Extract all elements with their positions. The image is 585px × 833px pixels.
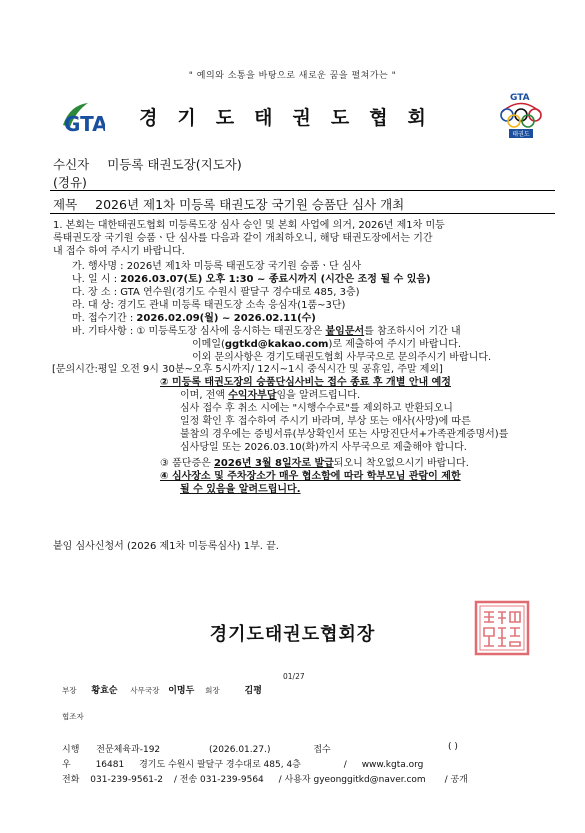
item-f1-bold: 붙임문서 <box>325 326 365 337</box>
item-d-label: 라. 대 상: <box>72 300 114 311</box>
note-4-line-2: 될 수 있음을 알려드립니다. <box>180 484 301 495</box>
name-2: 이명두 <box>168 686 195 696</box>
item-f1b <box>72 338 552 351</box>
intro-line: 록태권도장 국기원 승품ㆍ단 심사를 다음과 같이 개최하오니, 해당 태권도장에서는 기간 <box>53 233 433 244</box>
item-c-value: GTA 연수원(경기도 수원시 팔달구 경수대로 485, 3층) <box>120 287 360 298</box>
footer-address: 경기도 수원시 팔달구 경수대로 485, 4층 <box>139 760 301 770</box>
footer-enforce-label: 시행 <box>62 745 80 755</box>
approval-row <box>62 683 262 696</box>
note-2-line-2-bold: 수익자부담 <box>228 390 277 401</box>
note-3-pre: ③ 품단증은 <box>160 458 214 469</box>
divider-2 <box>50 213 555 214</box>
footer-row-3 <box>62 772 468 785</box>
org-title: 경기도태권도협회 <box>139 107 446 129</box>
footer-fax: / 전송 031-239-9564 <box>173 775 264 785</box>
item-f1-post: 를 참조하시어 기간 내 <box>364 326 461 337</box>
footer-receipt-label: 접수 <box>313 745 331 755</box>
gta-logo-left-text: GTA <box>64 112 105 135</box>
footer-public: / 공개 <box>444 775 468 785</box>
intro-paragraph <box>53 219 553 258</box>
item-f-label: 바. 기타사항 : <box>72 326 134 337</box>
item-f1-pre: ① 미등록도장 심사에 응시하는 태권도장은 <box>136 326 326 337</box>
item-d <box>72 299 552 312</box>
recipient-value: 미등록 태권도장(지도자) <box>107 157 242 172</box>
footer-row-1 <box>62 742 331 755</box>
item-f1b-post: )로 제출하여 주시기 바랍니다. <box>328 339 462 350</box>
role-1: 부장 <box>62 686 77 695</box>
footer-email: / 사용자 gyeonggitkd@naver.com <box>278 775 426 785</box>
item-b <box>72 273 552 286</box>
attachment-line: 붙임 심사신청서 (2026 제1차 미등록심사) 1부. 끝. <box>53 541 279 552</box>
footer-receipt-paren: ( ) <box>448 742 458 752</box>
subject-row <box>53 195 404 213</box>
footer-zip: 16481 <box>95 760 125 770</box>
signature-title: 경기도태권도협회장 <box>209 624 376 645</box>
footer-sep: / <box>343 760 347 770</box>
item-f1c: 이외 문의사항은 경기도태권도협회 사무국으로 문의주시기 바랍니다. <box>192 352 492 363</box>
footer-website: www.kgta.org <box>361 760 424 770</box>
footer-postal-label: 우 <box>62 760 71 770</box>
note-2-line-6: 심사당일 또는 2026.03.10(화)까지 사무국으로 제출해야 합니다. <box>180 442 467 453</box>
recipient-row <box>53 155 242 173</box>
item-c <box>72 286 552 299</box>
item-e-value: 2026.02.09(월) ~ 2026.02.11(수) <box>136 313 316 324</box>
subject-label: 제목 <box>53 197 78 212</box>
item-a-label: 가. 행사명 : <box>72 261 124 272</box>
note-3 <box>160 457 469 470</box>
item-b-label: 나. 일 시 : <box>72 274 118 285</box>
subject-value: 2026년 제1차 미등록 태권도장 국기원 승품단 심사 개최 <box>95 197 405 212</box>
olympic-rings-icon <box>496 90 546 140</box>
note-2-line-1: ② 미등록 태권도장의 승품단심사비는 접수 종료 후 개별 안내 예정 <box>160 377 451 388</box>
right-logo-badge: 태권도 <box>512 131 530 138</box>
via-label: (경유) <box>53 175 87 190</box>
note-2-line-4: 일정 확인 후 접수하여 주시기 바라며, 부상 또는 애사(사망)에 따른 <box>180 416 471 427</box>
note-4-line-1: ④ 심사장소 및 주차장소가 매우 협소함에 따라 학부모님 관람이 제한 <box>160 471 461 482</box>
email-text: ggtkd@kakao.com <box>224 339 329 350</box>
gta-logo-right <box>496 90 546 140</box>
intro-line: 내 접수 하여 주시기 바랍니다. <box>53 246 185 257</box>
item-d-value: 경기도 관내 미등록 태권도장 소속 응심자(1품~3단) <box>117 300 346 311</box>
role-2: 사무국장 <box>130 686 160 695</box>
intro-line: 1. 본회는 대한태권도협회 미등록도장 심사 승인 및 본회 사업에 의거, 2026년 제1차 미등 <box>53 220 445 231</box>
footer-phone-label: 전화 <box>62 775 80 785</box>
note-2-line-2-post: 임을 알려드립니다. <box>276 390 361 401</box>
item-a-value: 2026년 제1차 미등록 태권도장 국기원 승품ㆍ단 심사 <box>126 261 362 272</box>
name-1: 황효순 <box>91 686 118 696</box>
note-2-line-3: 심사 접수 후 취소 시에는 "시행수수료"를 제외하고 반환되오니 <box>180 403 453 414</box>
note-2-line-2 <box>160 389 555 402</box>
items-list <box>72 260 552 364</box>
item-e <box>72 312 552 325</box>
name-3: 김평 <box>244 686 262 696</box>
item-c-label: 다. 장 소 : <box>72 287 118 298</box>
note-2 <box>160 376 555 454</box>
item-b-value: 2026.03.07(토) 오후 1:30 ~ 종료시까지 (시간은 조정 될 수 있음) <box>120 274 431 285</box>
footer-doc-date: (2026.01.27.) <box>209 745 271 755</box>
note-2-line-5: 불참의 경우에는 증빙서류(부상확인서 또는 사망진단서+가족관계증명서)를 <box>180 429 509 440</box>
gta-logo-right-text: GTA <box>510 93 530 103</box>
approval-date: 01/27 <box>283 672 305 681</box>
note-2-line-2-pre: 이며, 전액 <box>180 390 229 401</box>
item-a <box>72 260 552 273</box>
footer-row-2 <box>62 757 423 770</box>
coop-label: 협조자 <box>62 712 84 721</box>
role-3: 회장 <box>205 686 220 695</box>
note-4 <box>160 470 555 496</box>
note-3-post: 되오니 착오없으시기 바랍니다. <box>333 458 469 469</box>
footer-doc-number: 전문체육과-192 <box>96 745 161 755</box>
footer-phone: 031-239-9561-2 <box>90 775 163 785</box>
inquiry-hours: [문의시간:평일 오전 9시 30분~오후 5시까지/ 12시~1시 중식시간 및 공휴일, 주말 제외] <box>52 364 443 375</box>
item-e-label: 마. 접수기간 : <box>72 313 134 324</box>
recipient-label: 수신자 <box>53 157 90 172</box>
item-f <box>72 325 552 338</box>
item-f1b-pre: 이메일( <box>192 339 225 350</box>
divider-1 <box>50 190 555 191</box>
header-motto: " 예의와 소통을 바탕으로 새로운 꿈을 펼쳐가는 " <box>188 71 397 81</box>
note-3-bold: 2026년 3월 8일자로 발급 <box>213 458 334 469</box>
